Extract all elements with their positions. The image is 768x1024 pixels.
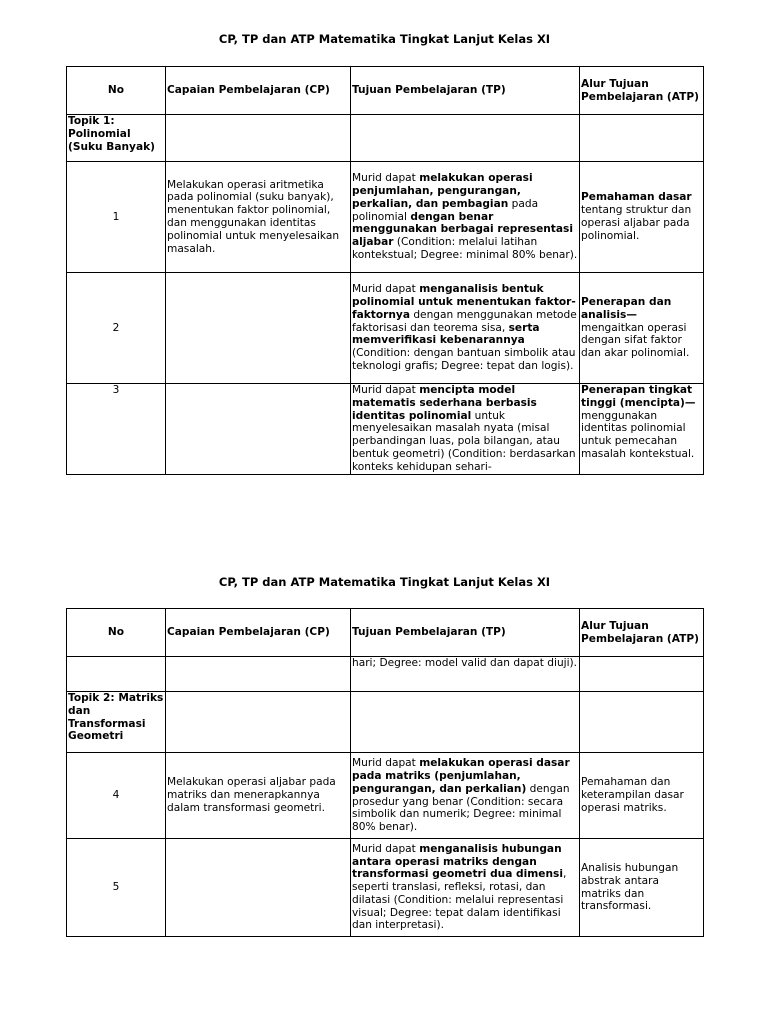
row-no: 5 bbox=[67, 839, 166, 937]
bold-segment: serta memverifikasi kebenarannya bbox=[352, 321, 540, 347]
text-segment: Murid dapat bbox=[352, 283, 420, 296]
page-2-title: CP, TP dan ATP Matematika Tingkat Lanjut Kelas XI bbox=[218, 575, 551, 589]
continuation-row bbox=[67, 657, 704, 692]
text-segment: Pemahaman dan keterampilan dasar operasi matriks. bbox=[581, 776, 684, 814]
empty-cell bbox=[166, 115, 351, 162]
header-cp: Capaian Pembelajaran (CP) bbox=[166, 609, 351, 657]
table-row bbox=[67, 384, 704, 475]
bold-segment: melakukan operasi dasar pada matriks (penjumlahan, pengurangan, dan perkalian) bbox=[352, 757, 570, 795]
row-atp bbox=[580, 839, 704, 937]
text-segment: Murid dapat bbox=[352, 757, 420, 770]
text-segment: pada polinomial bbox=[352, 197, 539, 223]
text-segment: tentang struktur dan operasi aljabar pada polinomial. bbox=[581, 204, 692, 242]
empty-cell bbox=[67, 657, 166, 692]
row-atp bbox=[580, 273, 704, 384]
text-segment: Analisis hubungan abstrak antara matriks dan transformasi. bbox=[581, 861, 679, 913]
row-cp bbox=[166, 273, 351, 384]
bold-segment: dengan benar menggunakan berbagai representasi aljabar bbox=[352, 210, 573, 249]
row-no: 4 bbox=[67, 753, 166, 839]
table-header-row bbox=[67, 609, 704, 657]
page-1-table bbox=[66, 66, 704, 475]
row-cp bbox=[166, 839, 351, 937]
row-atp bbox=[580, 384, 704, 475]
header-tp: Tujuan Pembelajaran (TP) bbox=[351, 67, 580, 115]
bold-segment: Pemahaman dasar bbox=[581, 191, 692, 204]
bold-segment: melakukan operasi penjumlahan, pengurangan, perkalian, dan pembagian bbox=[352, 172, 533, 210]
topic-row bbox=[67, 692, 704, 753]
row-atp bbox=[580, 753, 704, 839]
text-segment: dengan prosedur yang benar (Condition: secara simbolik dan numerik; Degree: minimal 80% benar). bbox=[352, 782, 570, 834]
header-tp: Tujuan Pembelajaran (TP) bbox=[351, 609, 580, 657]
table-header-row bbox=[67, 67, 704, 115]
text-segment: (Condition: dengan bantuan simbolik atau teknologi grafis; Degree: tepat dan logis). bbox=[352, 347, 576, 372]
empty-cell bbox=[351, 115, 580, 162]
row-cp: Melakukan operasi aritmetika pada polinomial (suku banyak), menentukan faktor polinomial, dan menggunakan identitas polinomial untuk menyelesaikan masalah. bbox=[166, 162, 351, 273]
text-segment: untuk menyelesaikan masalah nyata (misal perbandingan luas, pola bilangan, atau bentuk geometri) (Condition: berdasarkan konteks kehidupan sehari- bbox=[352, 409, 576, 473]
row-tp bbox=[351, 162, 580, 273]
row-tp bbox=[351, 273, 580, 384]
text-segment: menggunakan identitas polinomial untuk pemecahan masalah kontekstual. bbox=[581, 409, 695, 460]
topic-label: Topik 2: Matriks dan Transformasi Geometri bbox=[67, 692, 166, 753]
row-tp bbox=[351, 839, 580, 937]
header-no: No bbox=[67, 609, 166, 657]
topic-row bbox=[67, 115, 704, 162]
header-atp: Alur Tujuan Pembelajaran (ATP) bbox=[580, 609, 704, 657]
header-no: No bbox=[67, 67, 166, 115]
row-no: 1 bbox=[67, 162, 166, 273]
row-cp bbox=[166, 384, 351, 475]
header-atp: Alur Tujuan Pembelajaran (ATP) bbox=[580, 67, 704, 115]
text-segment: Murid dapat bbox=[352, 172, 420, 185]
row-tp bbox=[351, 753, 580, 839]
empty-cell bbox=[580, 115, 704, 162]
row-tp-text bbox=[352, 384, 578, 473]
page-1-title: CP, TP dan ATP Matematika Tingkat Lanjut Kelas XI bbox=[218, 32, 551, 46]
row-no: 2 bbox=[67, 273, 166, 384]
text-segment: Murid dapat bbox=[352, 842, 420, 855]
table-row bbox=[67, 273, 704, 384]
text-segment: , seperti translasi, refleksi, rotasi, dan dilatasi (Condition: melalui representasi visual; Degree: tepat dalam identifikasi dan interpretasi). bbox=[352, 868, 567, 932]
header-cp: Capaian Pembelajaran (CP) bbox=[166, 67, 351, 115]
bold-segment: Penerapan dan analisis— bbox=[581, 296, 672, 321]
text-segment: Murid dapat bbox=[352, 384, 420, 396]
bold-segment: mencipta model matematis sederhana berbasis identitas polinomial bbox=[352, 384, 537, 422]
empty-cell bbox=[351, 692, 580, 753]
text-segment: (Condition: melalui latihan kontekstual; Degree: minimal 80% benar). bbox=[352, 236, 578, 261]
bold-segment: menganalisis hubungan antara operasi matriks dengan transformasi geometri dua dimensi bbox=[352, 842, 563, 881]
table-row bbox=[67, 753, 704, 839]
table-row bbox=[67, 162, 704, 273]
text-segment: mengaitkan operasi dengan sifat faktor dan akar polinomial. bbox=[581, 321, 690, 360]
text-segment: dengan menggunakan metode faktorisasi dan teorema sisa, bbox=[352, 308, 577, 334]
empty-cell bbox=[580, 692, 704, 753]
row-cp: Melakukan operasi aljabar pada matriks dan menerapkannya dalam transformasi geometri. bbox=[166, 753, 351, 839]
empty-cell bbox=[166, 657, 351, 692]
row-tp bbox=[351, 384, 580, 475]
row-no: 3 bbox=[67, 384, 166, 475]
empty-cell bbox=[580, 657, 704, 692]
page-2-table bbox=[66, 608, 704, 937]
continuation-text: hari; Degree: model valid dan dapat diuji). bbox=[351, 657, 580, 692]
empty-cell bbox=[166, 692, 351, 753]
bold-segment: Penerapan tingkat tinggi (mencipta)— bbox=[581, 384, 696, 409]
topic-label: Topik 1: Polinomial (Suku Banyak) bbox=[67, 115, 166, 162]
bold-segment: menganalisis bentuk polinomial untuk menentukan faktor-faktornya bbox=[352, 283, 576, 321]
row-atp bbox=[580, 162, 704, 273]
table-row bbox=[67, 839, 704, 937]
